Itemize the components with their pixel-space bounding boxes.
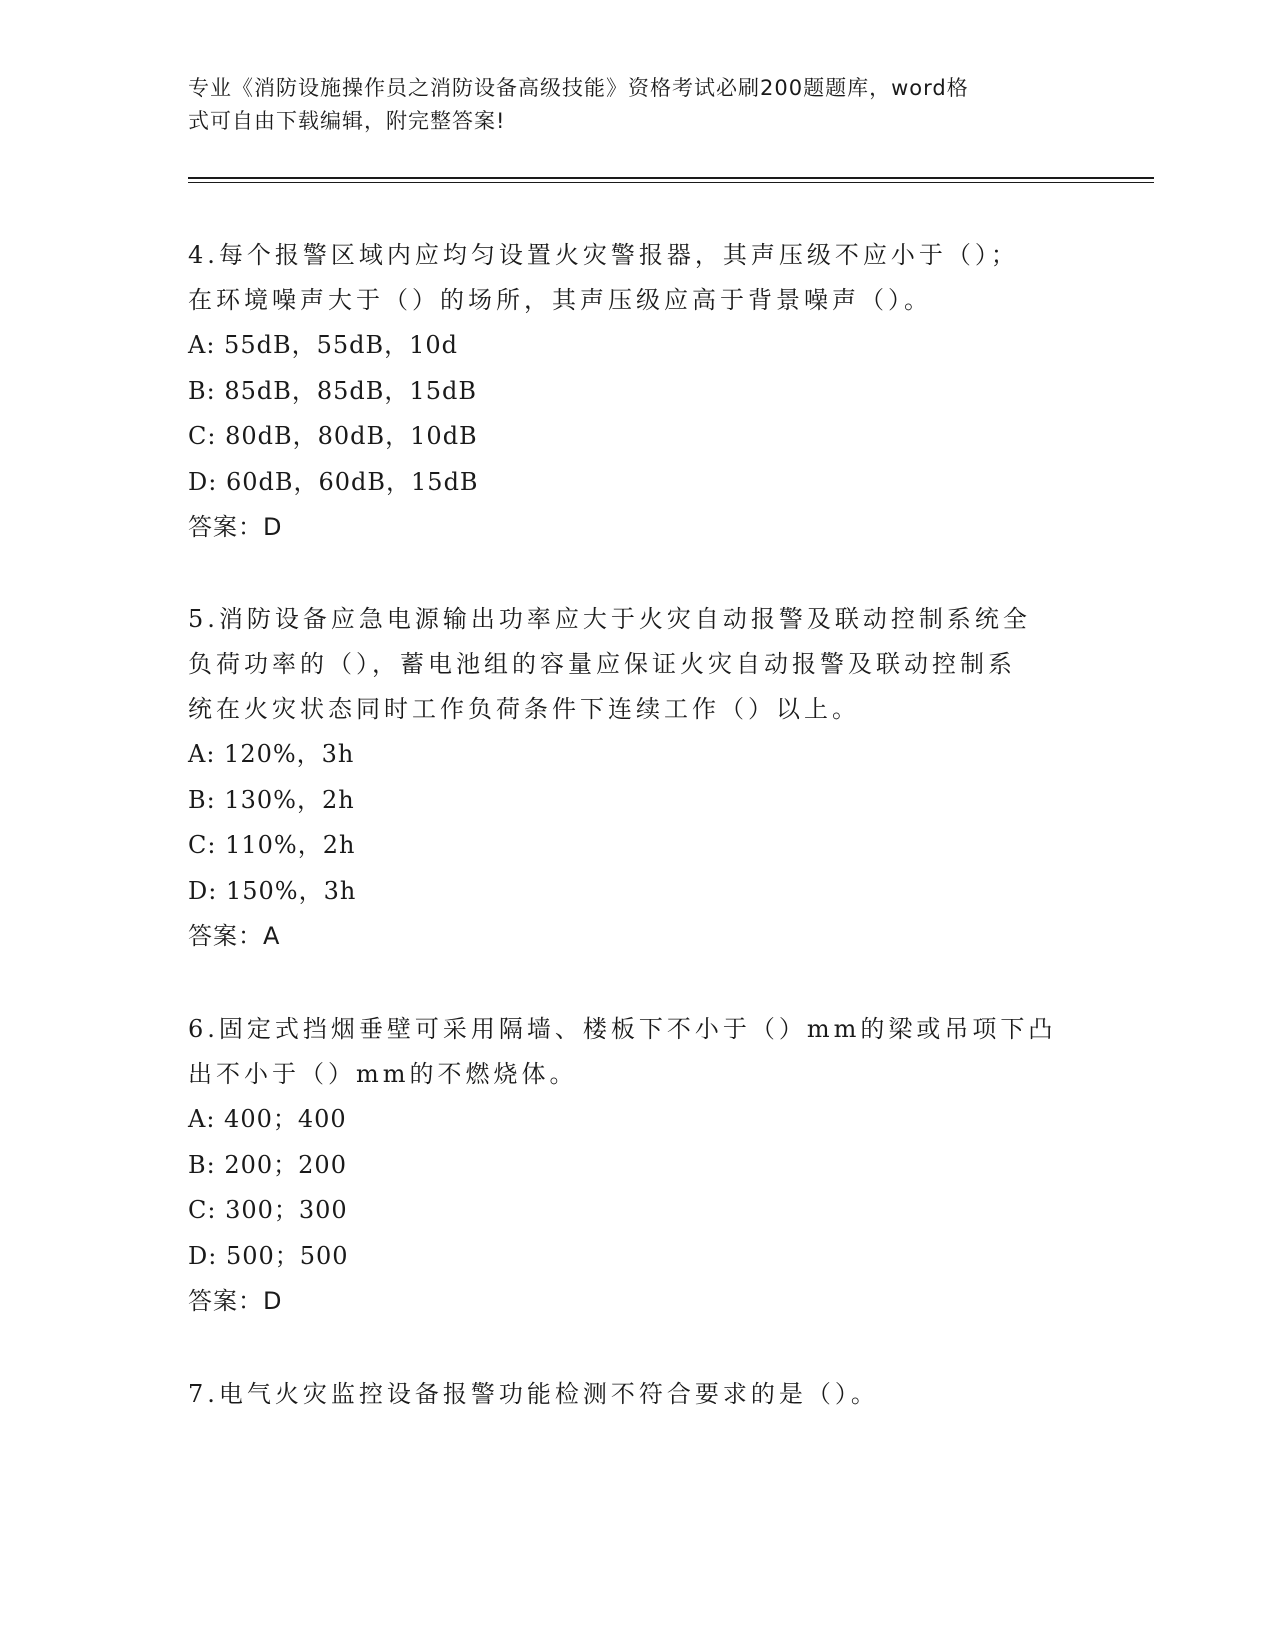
question-text bbox=[188, 597, 1088, 732]
answer: 答案：A bbox=[188, 922, 281, 950]
question-text bbox=[188, 233, 1088, 323]
question-text bbox=[188, 1372, 1088, 1417]
question-line: 5.消防设备应急电源输出功率应大于火灾自动报警及联动控制系统全 bbox=[188, 605, 1031, 633]
header-line-2: 式可自由下载编辑，附完整答案! bbox=[188, 109, 506, 133]
question-5 bbox=[188, 597, 1088, 960]
option-b: B: 85dB，85dB，15dB bbox=[188, 376, 477, 405]
question-line: 7.电气火灾监控设备报警功能检测不符合要求的是（）。 bbox=[188, 1380, 879, 1408]
question-line: 6.固定式挡烟垂壁可采用隔墙、楼板下不小于（）mm的梁或吊项下凸 bbox=[188, 1015, 1057, 1043]
question-line: 4.每个报警区域内应均匀设置火灾警报器，其声压级不应小于（）； bbox=[188, 241, 1019, 269]
question-line: 统在火灾状态同时工作负荷条件下连续工作（）以上。 bbox=[188, 695, 860, 723]
option-c: C: 80dB，80dB，10dB bbox=[188, 422, 478, 450]
question-line: 出不小于（）mm的不燃烧体。 bbox=[188, 1060, 578, 1088]
option-d: D: 150%，3h bbox=[188, 876, 357, 905]
option-d: D: 500；500 bbox=[188, 1241, 349, 1270]
option-a: A: 120%，3h bbox=[188, 740, 355, 768]
question-6 bbox=[188, 1007, 1088, 1325]
question-line: 在环境噪声大于（）的场所，其声压级应高于背景噪声（）。 bbox=[188, 286, 932, 314]
option-a: A: 400；400 bbox=[188, 1105, 347, 1133]
question-4 bbox=[188, 233, 1088, 551]
option-d: D: 60dB，60dB，15dB bbox=[188, 467, 479, 496]
header-divider-thick bbox=[188, 177, 1154, 179]
option-c: C: 300；300 bbox=[188, 1196, 348, 1224]
header-divider-thin bbox=[188, 182, 1154, 183]
question-line: 负荷功率的（），蓄电池组的容量应保证火灾自动报警及联动控制系 bbox=[188, 650, 1016, 678]
answer: 答案：D bbox=[188, 1287, 283, 1315]
question-text bbox=[188, 1007, 1088, 1097]
document-header bbox=[188, 72, 1068, 138]
question-7 bbox=[188, 1372, 1088, 1417]
option-b: B: 200；200 bbox=[188, 1150, 347, 1179]
header-line-1: 专业《消防设施操作员之消防设备高级技能》资格考试必刷200题题库，word格 bbox=[188, 76, 969, 100]
answer: 答案：D bbox=[188, 513, 283, 541]
option-b: B: 130%，2h bbox=[188, 785, 355, 814]
option-a: A: 55dB，55dB，10d bbox=[188, 331, 459, 359]
option-c: C: 110%，2h bbox=[188, 831, 356, 859]
